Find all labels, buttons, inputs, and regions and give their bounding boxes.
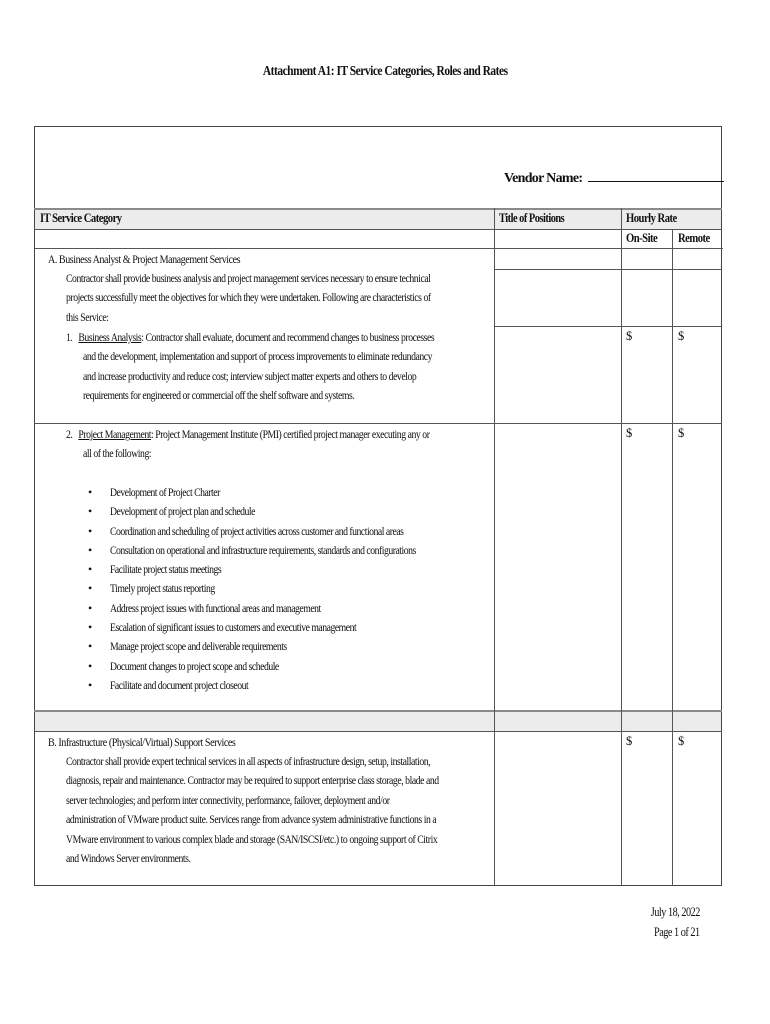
business-analysis-onsite-rate[interactable]: $ [626,329,633,343]
header-top-rule [34,208,722,210]
list-item: • Facilitate and document project closeout [88,676,487,695]
rule [34,229,722,230]
list-item: • Coordination and scheduling of project activities across customer and functional areas [88,522,487,541]
list-item: • Timely project status reporting [88,579,487,598]
infrastructure-onsite-rate[interactable]: $ [626,734,633,748]
list-item: • Address project issues with functional areas and management [88,599,487,618]
header-title-of-positions: Title of Positions [499,211,565,225]
project-management-remote-rate[interactable]: $ [678,426,685,440]
section-a-description: Contractor shall provide business analysis and project management services necessary to ensure technical projects successfully meet the objectives for which they were undertaken. Following are characteristics of this Service: [66,271,431,324]
item-project-management: 2. Project Management: Project Management Institute (PMI) certified project manager executing any or all of the following: [66,427,430,461]
header-remote: Remote [678,231,710,245]
business-analysis-title: Business Analysis [78,330,142,344]
rule [35,248,723,249]
list-item: • Facilitate project status meetings [88,560,487,579]
header-on-site: On-Site [626,231,658,245]
section-a-heading: A. Business Analyst & Project Management Services [48,252,241,266]
list-item: • Escalation of significant issues to customers and executive management [88,618,487,637]
list-item: • Consultation on operational and infrastructure requirements, standards and configurations [88,541,487,560]
list-item: • Document changes to project scope and schedule [88,657,487,676]
header-hourly-rate: Hourly Rate [626,211,677,225]
list-item: • Manage project scope and deliverable requirements [88,637,487,656]
header-it-service-category: IT Service Category [40,211,122,225]
infrastructure-remote-rate[interactable]: $ [678,734,685,748]
project-management-title: Project Management [78,427,152,441]
vendor-name-blank[interactable] [588,170,724,182]
section-b-description: Contractor shall provide expert technical services in all aspects of infrastructure design, setup, installation, diagnosis, repair and maintenance. Contractor may be required to support enterprise class storage, blade and server technologies; and perform inter connectivity, performance, failover, deployment and/or administration of VMware product suite. Services range from advance system administrative functions in a VMware environment to various complex blade and storage (SAN/ISCSI/etc.) to ongoing support of Citrix and Windows Server environments. [66,754,439,866]
footer-page-number: Page 1 of 21 [654,925,700,939]
column-divider [672,229,673,886]
vendor-name-field[interactable] [504,170,724,187]
vendor-name-label: Vendor Name: [504,171,583,186]
document-title: Attachment A1: IT Service Categories, Roles and Rates [262,64,508,79]
rule [34,731,722,732]
section-b-heading: B. Infrastructure (Physical/Virtual) Support Services [48,735,236,749]
list-item: • Development of project plan and schedule [88,502,487,521]
list-item: • Development of Project Charter [88,483,487,502]
rule [34,710,722,712]
column-divider [621,208,622,886]
rule [34,423,722,424]
project-management-bullet-list [88,483,487,695]
business-analysis-remote-rate[interactable]: $ [678,329,685,343]
header-shading [35,210,721,229]
item-business-analysis: 1. Business Analysis: Contractor shall evaluate, document and recommend changes to business processes and the development, implementation and support of process improvements to eliminate redundancy and increase productivity and reduce cost; interview subject matter experts and others to develop requirements for engineered or commercial off the shelf software and systems. [66,330,435,403]
footer-date: July 18, 2022 [650,905,700,919]
project-management-onsite-rate[interactable]: $ [626,426,633,440]
separator-row-shading [35,711,721,731]
